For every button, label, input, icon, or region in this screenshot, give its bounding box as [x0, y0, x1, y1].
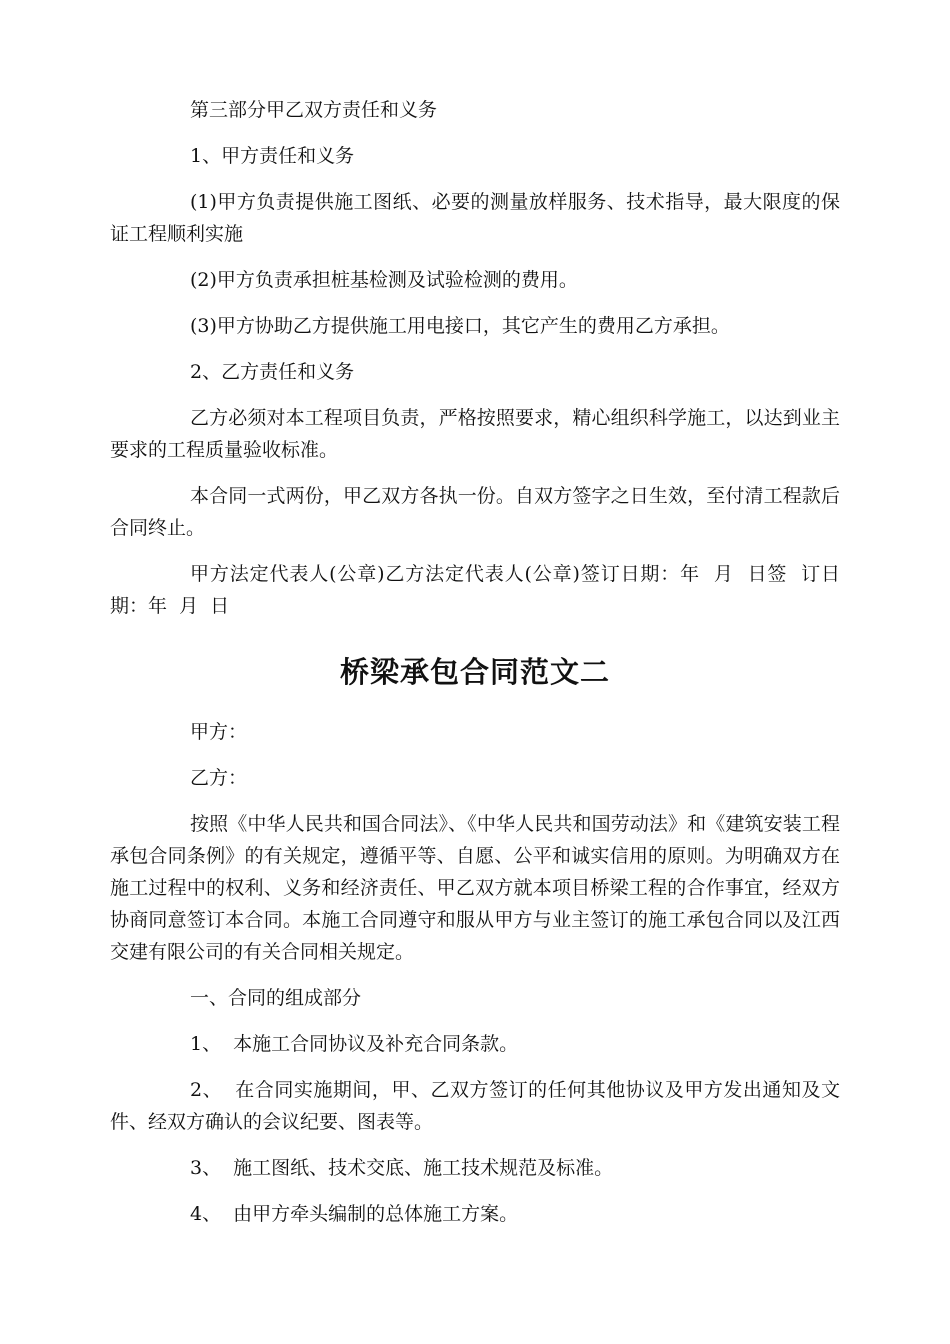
part3-heading: 第三部分甲乙双方责任和义务	[190, 99, 438, 121]
party-a-line: 甲方：	[190, 721, 248, 743]
document-title: 桥梁承包合同范文二	[339, 655, 610, 689]
party-a-duties-heading: 1、甲方责任和义务	[190, 145, 355, 167]
signature-line: 甲方法定代表人(公章)乙方法定代表人(公章)签订日期：年 月 日签 订日期：年 月 日	[110, 563, 840, 617]
preamble-paragraph: 按照《中华人民共和国合同法》、《中华人民共和国劳动法》和《建筑安装工程承包合同条例》的有关规定，遵循平等、自愿、公平和诚实信用的原则。为明确双方在施工过程中的权利、义务和经济责任、甲乙双方就本项目桥梁工程的合作事宜，经双方协商同意签订本合同。本施工合同遵守和服从甲方与业主签订的施工承包合同以及江西交建有限公司的有关合同相关规定。	[110, 813, 840, 963]
list-item: 4、 由甲方牵头编制的总体施工方案。	[190, 1203, 519, 1225]
party-a-duty-3: (3)甲方协助乙方提供施工用电接口，其它产生的费用乙方承担。	[190, 315, 730, 337]
list-item: 2、 在合同实施期间，甲、乙双方签订的任何其他协议及甲方发出通知及文件、经双方确认的会议纪要、图表等。	[110, 1079, 840, 1133]
list-item: 3、 施工图纸、技术交底、施工技术规范及标准。	[190, 1157, 614, 1179]
party-b-line: 乙方：	[190, 767, 248, 789]
party-a-duty-2: (2)甲方负责承担桩基检测及试验检测的费用。	[190, 269, 578, 291]
list-item: 1、 本施工合同协议及补充合同条款。	[190, 1033, 519, 1055]
party-b-duty-1: 乙方必须对本工程项目负责，严格按照要求，精心组织科学施工，以达到业主要求的工程质量验收标准。	[110, 407, 840, 461]
copies-clause: 本合同一式两份，甲乙双方各执一份。自双方签字之日生效，至付清工程款后合同终止。	[110, 485, 840, 539]
section-1-heading: 一、合同的组成部分	[190, 987, 362, 1009]
party-b-duties-heading: 2、乙方责任和义务	[190, 361, 355, 383]
party-a-duty-1: (1)甲方负责提供施工图纸、必要的测量放样服务、技术指导，最大限度的保证工程顺利实施	[110, 191, 840, 245]
